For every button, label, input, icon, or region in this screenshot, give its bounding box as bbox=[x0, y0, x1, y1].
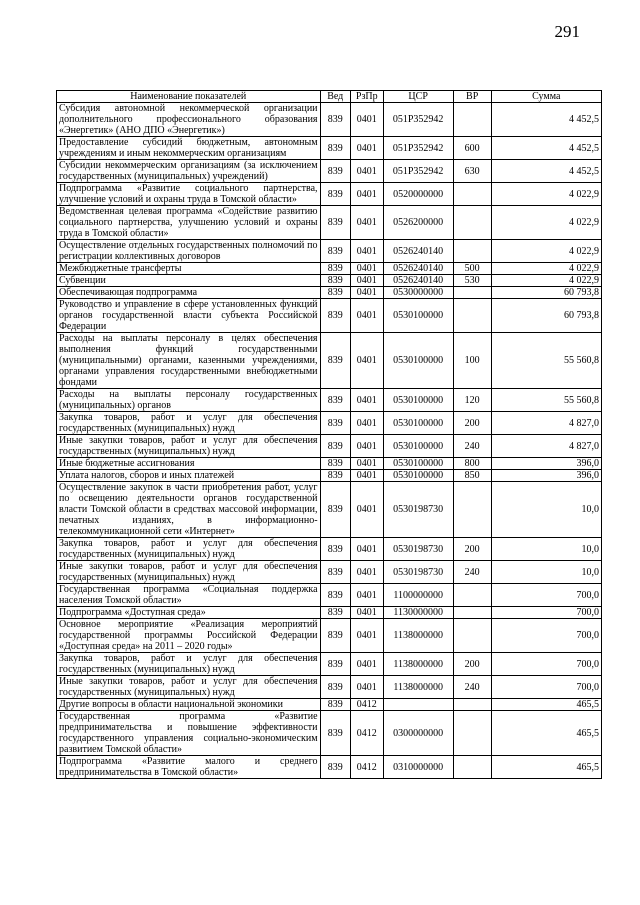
table-cell: 839 bbox=[320, 160, 350, 183]
table-cell: 0401 bbox=[350, 561, 383, 584]
table-cell bbox=[453, 103, 491, 137]
table-cell bbox=[453, 183, 491, 206]
table-cell: 0520000000 bbox=[383, 183, 453, 206]
table-cell: 396,0 bbox=[491, 458, 601, 470]
table-cell: 4 022,9 bbox=[491, 275, 601, 287]
table-cell: 10,0 bbox=[491, 538, 601, 561]
table-cell: 800 bbox=[453, 458, 491, 470]
table-cell bbox=[453, 287, 491, 299]
table-cell: 839 bbox=[320, 299, 350, 333]
table-cell: 051P352942 bbox=[383, 103, 453, 137]
table-cell: Субсидия автономной некоммерческой организации дополнительного профессионального образования «Энергетик» (АНО ДПО «Энергетик») bbox=[57, 103, 321, 137]
table-cell: 0530100000 bbox=[383, 299, 453, 333]
table-cell: 839 bbox=[320, 275, 350, 287]
table-cell: Ведомственная целевая программа «Содействие развитию социального партнерства, улучшению условий и охраны труда в Томской области» bbox=[57, 206, 321, 240]
table-cell: 4 022,9 bbox=[491, 240, 601, 263]
table-cell: Межбюджетные трансферты bbox=[57, 263, 321, 275]
table-cell: 1138000000 bbox=[383, 653, 453, 676]
table-cell: 0401 bbox=[350, 333, 383, 389]
table-cell: Иные закупки товаров, работ и услуг для обеспечения государственных (муниципальных) нужд bbox=[57, 561, 321, 584]
table-cell bbox=[453, 699, 491, 711]
table-cell bbox=[453, 756, 491, 779]
header-cell: ЦСР bbox=[383, 91, 453, 103]
table-cell: Государственная программа «Социальная поддержка населения Томской области» bbox=[57, 584, 321, 607]
table-cell: 700,0 bbox=[491, 676, 601, 699]
table-cell: Подпрограмма «Развитие социального партнерства, улучшение условий и охраны труда в Томской области» bbox=[57, 183, 321, 206]
table-cell: 0526200000 bbox=[383, 206, 453, 240]
table-cell: 0401 bbox=[350, 137, 383, 160]
table-cell: 0530198730 bbox=[383, 538, 453, 561]
table-cell: 839 bbox=[320, 137, 350, 160]
table-cell: Закупка товаров, работ и услуг для обеспечения государственных (муниципальных) нужд bbox=[57, 653, 321, 676]
table-row bbox=[57, 756, 602, 779]
table-cell: 0401 bbox=[350, 619, 383, 653]
table-cell: 0530000000 bbox=[383, 287, 453, 299]
table-cell: 530 bbox=[453, 275, 491, 287]
table-cell: 0530198730 bbox=[383, 561, 453, 584]
table-row bbox=[57, 206, 602, 240]
table-cell: 839 bbox=[320, 482, 350, 538]
table-cell: 0412 bbox=[350, 699, 383, 711]
table-cell bbox=[453, 584, 491, 607]
table-cell: 0300000000 bbox=[383, 711, 453, 756]
table-cell: 839 bbox=[320, 561, 350, 584]
table-cell: 4 827,0 bbox=[491, 435, 601, 458]
table-cell: 0401 bbox=[350, 538, 383, 561]
table-cell: 4 452,5 bbox=[491, 103, 601, 137]
table-row bbox=[57, 470, 602, 482]
header-cell: Вед bbox=[320, 91, 350, 103]
table-cell: Предоставление субсидий бюджетным, автономным учреждениям и иным некоммерческим организациям bbox=[57, 137, 321, 160]
table-cell: 051P352942 bbox=[383, 160, 453, 183]
table-cell: 120 bbox=[453, 389, 491, 412]
table-row bbox=[57, 699, 602, 711]
table-cell: Государственная программа «Развитие предпринимательства и повышение эффективности государственного управления социально-экономическим развитием Томской области» bbox=[57, 711, 321, 756]
table-cell: 839 bbox=[320, 676, 350, 699]
table-cell: Подпрограмма «Доступная среда» bbox=[57, 607, 321, 619]
table-row bbox=[57, 711, 602, 756]
table-row bbox=[57, 263, 602, 275]
table-cell: 500 bbox=[453, 263, 491, 275]
table-cell: 839 bbox=[320, 699, 350, 711]
table-cell: 0401 bbox=[350, 435, 383, 458]
table-cell: 0530100000 bbox=[383, 412, 453, 435]
table-cell: 0412 bbox=[350, 711, 383, 756]
table-cell: 0401 bbox=[350, 275, 383, 287]
table-row bbox=[57, 275, 602, 287]
table-cell: 0310000000 bbox=[383, 756, 453, 779]
table-cell: 0401 bbox=[350, 584, 383, 607]
table-cell: 839 bbox=[320, 619, 350, 653]
table-cell: 4 827,0 bbox=[491, 412, 601, 435]
table-cell bbox=[453, 607, 491, 619]
table-cell: 0401 bbox=[350, 240, 383, 263]
table-cell: 839 bbox=[320, 653, 350, 676]
table-cell: 630 bbox=[453, 160, 491, 183]
table-cell: Закупка товаров, работ и услуг для обеспечения государственных (муниципальных) нужд bbox=[57, 412, 321, 435]
table-cell: 10,0 bbox=[491, 561, 601, 584]
table-row bbox=[57, 183, 602, 206]
table-cell: 4 022,9 bbox=[491, 183, 601, 206]
table-cell: 700,0 bbox=[491, 619, 601, 653]
table-cell: 396,0 bbox=[491, 470, 601, 482]
table-cell: 0401 bbox=[350, 287, 383, 299]
table-row bbox=[57, 607, 602, 619]
table-row bbox=[57, 137, 602, 160]
table-cell: 0530100000 bbox=[383, 458, 453, 470]
table-cell: 0401 bbox=[350, 299, 383, 333]
table-row bbox=[57, 287, 602, 299]
table-cell: 839 bbox=[320, 103, 350, 137]
table-cell: 0526240140 bbox=[383, 240, 453, 263]
table-cell: 0526240140 bbox=[383, 263, 453, 275]
table-cell: 60 793,8 bbox=[491, 287, 601, 299]
table-cell: Расходы на выплаты персоналу государственных (муниципальных) органов bbox=[57, 389, 321, 412]
table-cell: Обеспечивающая подпрограмма bbox=[57, 287, 321, 299]
table-cell: 465,5 bbox=[491, 699, 601, 711]
table-cell: 0401 bbox=[350, 263, 383, 275]
table-cell: 839 bbox=[320, 470, 350, 482]
table-cell: 839 bbox=[320, 206, 350, 240]
table-cell: 0526240140 bbox=[383, 275, 453, 287]
table-cell: 1100000000 bbox=[383, 584, 453, 607]
table-cell: 0401 bbox=[350, 482, 383, 538]
table-cell: 839 bbox=[320, 607, 350, 619]
table-cell: 839 bbox=[320, 333, 350, 389]
table-cell: 850 bbox=[453, 470, 491, 482]
table-cell: 55 560,8 bbox=[491, 389, 601, 412]
table-row bbox=[57, 561, 602, 584]
table-cell: 600 bbox=[453, 137, 491, 160]
table-cell bbox=[453, 711, 491, 756]
table-cell: 0401 bbox=[350, 183, 383, 206]
table-cell: 839 bbox=[320, 183, 350, 206]
table-cell: Руководство и управление в сфере установленных функций органов государственной власти субъекта Российской Федерации bbox=[57, 299, 321, 333]
table-cell: Другие вопросы в области национальной экономики bbox=[57, 699, 321, 711]
table-cell: 839 bbox=[320, 711, 350, 756]
table-cell: 0401 bbox=[350, 607, 383, 619]
table-cell: Иные закупки товаров, работ и услуг для обеспечения государственных (муниципальных) нужд bbox=[57, 435, 321, 458]
table-cell: 839 bbox=[320, 389, 350, 412]
table-cell: 0401 bbox=[350, 653, 383, 676]
table-cell: 839 bbox=[320, 538, 350, 561]
table-cell: 240 bbox=[453, 435, 491, 458]
table-cell: 10,0 bbox=[491, 482, 601, 538]
table-cell: 4 452,5 bbox=[491, 160, 601, 183]
table-cell: 0530100000 bbox=[383, 435, 453, 458]
header-cell: Сумма bbox=[491, 91, 601, 103]
budget-table bbox=[56, 90, 602, 779]
table-cell: 051P352942 bbox=[383, 137, 453, 160]
table-cell: 839 bbox=[320, 435, 350, 458]
table-cell: Основное мероприятие «Реализация мероприятий государственной программы Российской Федерации «Доступная среда» на 2011 – 2020 годы» bbox=[57, 619, 321, 653]
table-row bbox=[57, 160, 602, 183]
table-cell: Закупка товаров, работ и услуг для обеспечения государственных (муниципальных) нужд bbox=[57, 538, 321, 561]
table-cell: 240 bbox=[453, 561, 491, 584]
table-cell: Иные бюджетные ассигнования bbox=[57, 458, 321, 470]
table-cell: Уплата налогов, сборов и иных платежей bbox=[57, 470, 321, 482]
table-cell: 0401 bbox=[350, 389, 383, 412]
table-cell bbox=[453, 619, 491, 653]
table-cell: Подпрограмма «Развитие малого и среднего предпринимательства в Томской области» bbox=[57, 756, 321, 779]
table-cell: 55 560,8 bbox=[491, 333, 601, 389]
table-cell: 4 452,5 bbox=[491, 137, 601, 160]
table-cell: 200 bbox=[453, 653, 491, 676]
table-cell: 1130000000 bbox=[383, 607, 453, 619]
table-row bbox=[57, 240, 602, 263]
table-cell bbox=[453, 299, 491, 333]
table-cell: Расходы на выплаты персоналу в целях обеспечения выполнения функций государственными (муниципальными) органами, казенными учреждениями, органами управления государственными внебюджетными фондами bbox=[57, 333, 321, 389]
table-cell: 200 bbox=[453, 538, 491, 561]
table-cell: 700,0 bbox=[491, 584, 601, 607]
table-cell: Иные закупки товаров, работ и услуг для обеспечения государственных (муниципальных) нужд bbox=[57, 676, 321, 699]
table-row bbox=[57, 676, 602, 699]
table-cell: 0412 bbox=[350, 756, 383, 779]
table-cell: 839 bbox=[320, 263, 350, 275]
table-row bbox=[57, 653, 602, 676]
table-cell: 200 bbox=[453, 412, 491, 435]
table-cell bbox=[453, 206, 491, 240]
table-cell: 0530100000 bbox=[383, 389, 453, 412]
table-cell: 0401 bbox=[350, 470, 383, 482]
table-row bbox=[57, 458, 602, 470]
table-cell: 839 bbox=[320, 584, 350, 607]
table-row bbox=[57, 619, 602, 653]
table-cell: 100 bbox=[453, 333, 491, 389]
table-cell: 0401 bbox=[350, 160, 383, 183]
table-cell: 839 bbox=[320, 412, 350, 435]
table-cell: Субвенции bbox=[57, 275, 321, 287]
table-cell: 700,0 bbox=[491, 653, 601, 676]
table-cell: 839 bbox=[320, 240, 350, 263]
page-number: 291 bbox=[554, 22, 580, 41]
table-cell: 839 bbox=[320, 756, 350, 779]
table-cell bbox=[453, 240, 491, 263]
table-cell: Осуществление закупок в части приобретения работ, услуг по освещению деятельности органов государственной власти Томской области в средствах массовой информации, печатных изданиях, в информационно-телекоммуникационной сети «Интернет» bbox=[57, 482, 321, 538]
table-row bbox=[57, 482, 602, 538]
table-cell bbox=[383, 699, 453, 711]
table-cell: 0530198730 bbox=[383, 482, 453, 538]
table-row bbox=[57, 299, 602, 333]
table-row bbox=[57, 584, 602, 607]
header-cell: РзПр bbox=[350, 91, 383, 103]
table-cell: 1138000000 bbox=[383, 676, 453, 699]
table-cell: 4 022,9 bbox=[491, 206, 601, 240]
table-cell: 839 bbox=[320, 458, 350, 470]
table-cell: 0401 bbox=[350, 458, 383, 470]
table-cell bbox=[453, 482, 491, 538]
table-cell: 0401 bbox=[350, 103, 383, 137]
table-row bbox=[57, 333, 602, 389]
table-cell: Субсидии некоммерческим организациям (за исключением государственных (муниципальных) учреждений) bbox=[57, 160, 321, 183]
table-cell: 700,0 bbox=[491, 607, 601, 619]
table-cell: 4 022,9 bbox=[491, 263, 601, 275]
table-cell: 240 bbox=[453, 676, 491, 699]
table-row bbox=[57, 538, 602, 561]
header-cell: Наименование показателей bbox=[57, 91, 321, 103]
table-cell: 60 793,8 bbox=[491, 299, 601, 333]
table-cell: 0401 bbox=[350, 412, 383, 435]
table-row bbox=[57, 412, 602, 435]
table-cell: Осуществление отдельных государственных полномочий по регистрации коллективных договоров bbox=[57, 240, 321, 263]
table-cell: 1138000000 bbox=[383, 619, 453, 653]
table-row bbox=[57, 103, 602, 137]
table-cell: 0530100000 bbox=[383, 470, 453, 482]
table-row bbox=[57, 389, 602, 412]
header-cell: ВР bbox=[453, 91, 491, 103]
table-cell: 465,5 bbox=[491, 711, 601, 756]
table-cell: 0530100000 bbox=[383, 333, 453, 389]
table-cell: 0401 bbox=[350, 206, 383, 240]
table-row bbox=[57, 435, 602, 458]
table-cell: 465,5 bbox=[491, 756, 601, 779]
table-cell: 839 bbox=[320, 287, 350, 299]
table-cell: 0401 bbox=[350, 676, 383, 699]
